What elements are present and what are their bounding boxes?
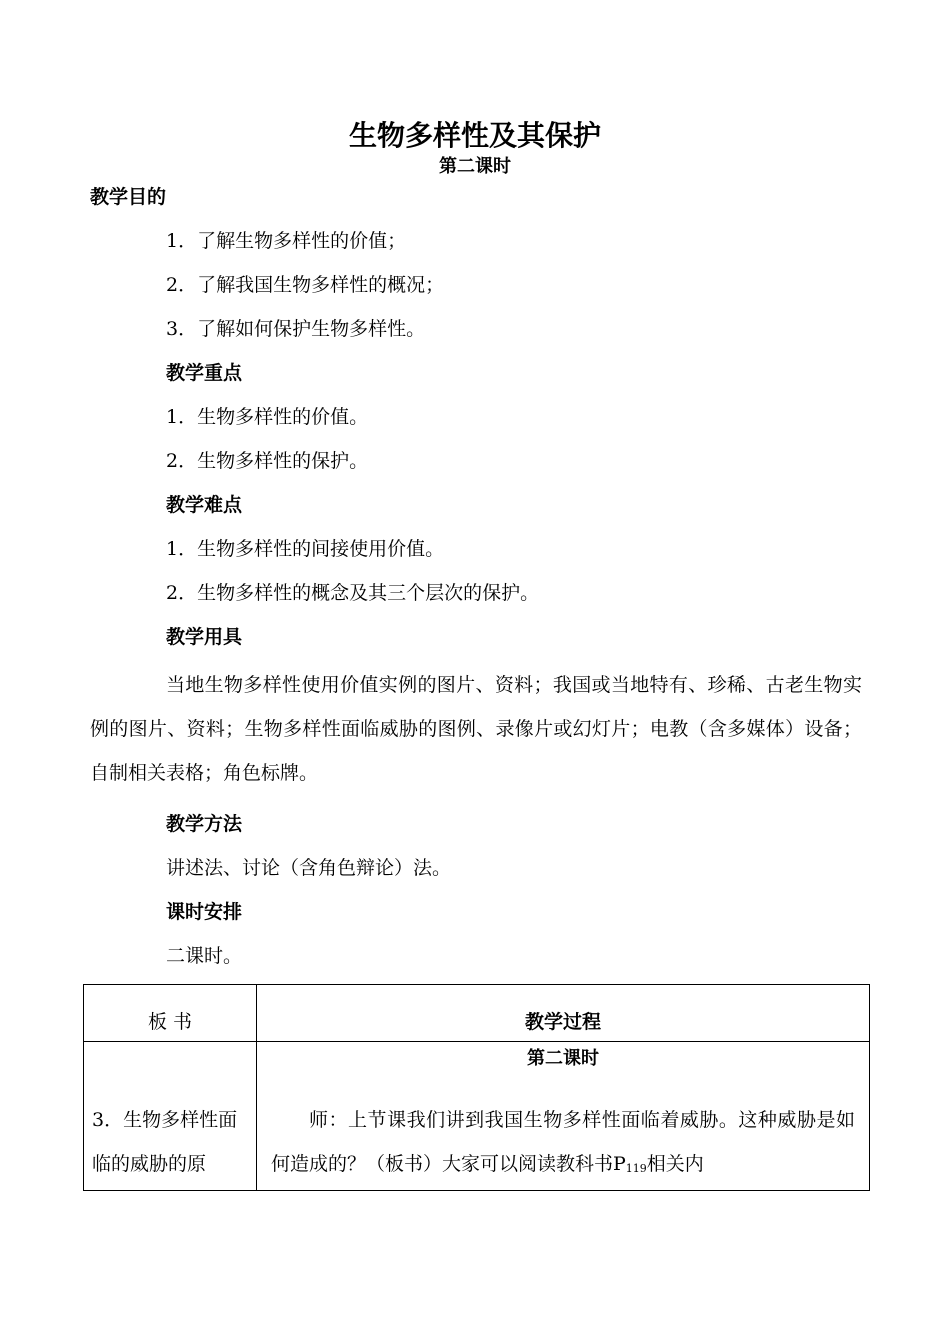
key-point-item: 2．生物多样性的保护。 [166, 450, 369, 472]
objectives-heading: 教学目的 [90, 186, 167, 208]
objective-item: 2．了解我国生物多样性的概况； [166, 274, 445, 296]
board-header-label: 板 书 [147, 1011, 193, 1033]
process-cell [257, 1042, 870, 1191]
difficulty-item: 1．生物多样性的间接使用价值。 [166, 538, 445, 560]
tools-paragraph: 当地生物多样性使用价值实例的图片、资料；我国或当地特有、珍稀、古老生物实例的图片、资料；生物多样性面临威胁的图例、录像片或幻灯片；电教（含多媒体）设备；自制相关表格；角色标牌。 [90, 674, 862, 784]
board-cell [84, 1042, 257, 1191]
board-column-header [84, 985, 257, 1042]
methods-heading: 教学方法 [166, 813, 243, 835]
lesson-table [83, 984, 870, 1191]
key-points-heading: 教学重点 [166, 362, 243, 384]
tools-heading: 教学用具 [166, 626, 243, 648]
difficulty-item: 2．生物多样性的概念及其三个层次的保护。 [166, 582, 540, 604]
page-subscript: 119 [625, 1162, 647, 1175]
methods-text: 讲述法、讨论（含角色辩论）法。 [166, 857, 452, 879]
difficulties-heading: 教学难点 [166, 494, 243, 516]
schedule-heading: 课时安排 [166, 901, 243, 923]
process-text-after: 相关内 [646, 1153, 704, 1175]
schedule-text: 二课时。 [166, 945, 243, 967]
process-header-label: 教学过程 [524, 1011, 601, 1033]
process-text-before: 师：上节课我们讲到我国生物多样性面临着威胁。这种威胁是如何造成的？（板书）大家可以阅读教科书P [271, 1109, 855, 1175]
process-column-header [257, 985, 870, 1042]
key-point-item: 1．生物多样性的价值。 [166, 406, 369, 428]
objective-item: 3．了解如何保护生物多样性。 [166, 318, 426, 340]
process-text [271, 1098, 855, 1191]
document-title: 生物多样性及其保护 [348, 119, 601, 152]
board-text: 3．生物多样性面临的威胁的原 [92, 1109, 238, 1175]
objective-item: 1．了解生物多样性的价值； [166, 230, 407, 252]
process-section-title: 第二课时 [527, 1048, 599, 1069]
document-subtitle: 第二课时 [439, 156, 511, 177]
